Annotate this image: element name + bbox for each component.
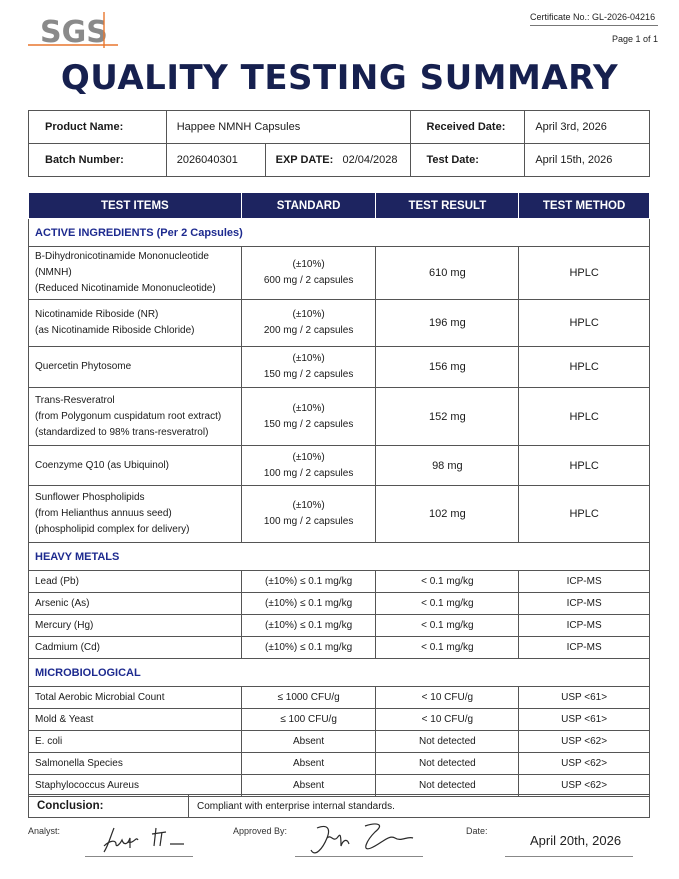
- test-method-cell: HPLC: [519, 486, 650, 543]
- test-result-cell: 98 mg: [376, 446, 519, 486]
- standard-cell: [241, 753, 376, 775]
- test-item-line: (from Helianthus annuus seed): [35, 508, 172, 519]
- exp-date-cell: [265, 144, 410, 177]
- test-item-cell: [29, 731, 242, 753]
- analyst-signature: [100, 822, 190, 858]
- page-indicator: Page 1 of 1: [611, 34, 658, 44]
- test-item-line: Mercury (Hg): [35, 619, 94, 631]
- approved-by-label: Approved By:: [233, 826, 288, 836]
- standard-line: (±10%) ≤ 0.1 mg/kg: [265, 597, 353, 609]
- test-result-cell: Not detected: [376, 753, 519, 775]
- batch-number-value: 2026040301: [166, 144, 265, 177]
- test-item-line: Salmonella Species: [35, 757, 123, 769]
- test-result-cell: < 0.1 mg/kg: [376, 593, 519, 615]
- test-method-cell: USP <62>: [519, 731, 650, 753]
- test-result-cell: 152 mg: [376, 388, 519, 446]
- test-method-cell: ICP-MS: [519, 593, 650, 615]
- standard-line: Absent: [293, 735, 325, 747]
- test-item-cell: [29, 593, 242, 615]
- test-item-line: Trans-Resveratrol: [35, 394, 115, 406]
- table-row: [29, 687, 650, 709]
- standard-cell: [241, 446, 376, 486]
- table-row: [29, 637, 650, 659]
- test-item-line: E. coli: [35, 735, 63, 747]
- test-item-line: (from Polygonum cuspidatum root extract): [35, 410, 222, 422]
- table-row: [29, 300, 650, 347]
- table-row: [29, 388, 650, 446]
- test-result-cell: 102 mg: [376, 486, 519, 543]
- standard-line: ≤ 1000 CFU/g: [277, 691, 340, 703]
- date-line: [505, 856, 633, 857]
- test-method-cell: HPLC: [519, 347, 650, 388]
- table-row: [29, 571, 650, 593]
- table-row: [29, 753, 650, 775]
- standard-line: (±10%): [292, 259, 325, 270]
- test-result-cell: 196 mg: [376, 300, 519, 347]
- certificate-number: Certificate No.: GL-2026-04216: [530, 12, 658, 26]
- test-item-line: (phospholipid complex for delivery): [35, 524, 190, 535]
- standard-cell: [241, 731, 376, 753]
- test-method-cell: HPLC: [519, 446, 650, 486]
- standard-line: 100 mg / 2 capsules: [263, 467, 354, 479]
- exp-date-value: 02/04/2028: [342, 154, 398, 166]
- test-item-cell: [29, 300, 242, 347]
- test-item-cell: [29, 486, 242, 543]
- standard-cell: [241, 709, 376, 731]
- test-item-line: Coenzyme Q10 (as Ubiquinol): [35, 459, 169, 471]
- test-item-line: Cadmium (Cd): [35, 641, 101, 653]
- signature-date-value: April 20th, 2026: [530, 833, 622, 848]
- test-item-line: Quercetin Phytosome: [35, 361, 132, 372]
- test-results-table: [28, 192, 650, 797]
- standard-cell: [241, 247, 376, 300]
- standard-line: 200 mg / 2 capsules: [263, 325, 354, 336]
- test-method-cell: HPLC: [519, 300, 650, 347]
- test-item-cell: [29, 709, 242, 731]
- table-row: [29, 731, 650, 753]
- test-item-cell: [29, 446, 242, 486]
- test-method-cell: HPLC: [519, 247, 650, 300]
- test-item-cell: [29, 637, 242, 659]
- standard-line: (±10%): [292, 353, 325, 364]
- product-name-value: Happee NMNH Capsules: [166, 111, 410, 144]
- analyst-label: Analyst:: [28, 826, 61, 836]
- standard-line: (±10%): [292, 309, 325, 320]
- certificate-block: [530, 12, 658, 44]
- test-item-line: Staphylococcus Aureus: [35, 779, 139, 791]
- standard-cell: [241, 486, 376, 543]
- test-item-line: Nicotinamide Riboside (NR): [35, 309, 159, 320]
- test-item-line: B-Dihydronicotinamide Mononucleotide (NMNH): [35, 251, 209, 278]
- section-header-row: [29, 543, 650, 571]
- results-body: [29, 219, 650, 797]
- standard-line: Absent: [293, 779, 325, 791]
- standard-cell: [241, 347, 376, 388]
- test-item-line: (Reduced Nicotinamide Mononucleotide): [35, 283, 216, 294]
- standard-cell: [241, 300, 376, 347]
- exp-date-label: EXP DATE:: [275, 154, 334, 166]
- conclusion-label: Conclusion:: [29, 795, 189, 818]
- test-item-line: Total Aerobic Microbial Count: [35, 691, 165, 703]
- test-method-cell: USP <62>: [519, 775, 650, 797]
- header-test-method: TEST METHOD: [519, 193, 650, 219]
- test-date-value: April 15th, 2026: [525, 144, 650, 177]
- test-item-cell: [29, 247, 242, 300]
- standard-line: (±10%) ≤ 0.1 mg/kg: [265, 641, 353, 653]
- section-title: ACTIVE INGREDIENTS (Per 2 Capsules): [29, 219, 650, 247]
- test-result-cell: < 0.1 mg/kg: [376, 615, 519, 637]
- section-header-row: [29, 219, 650, 247]
- test-result-cell: < 10 CFU/g: [376, 709, 519, 731]
- standard-line: 150 mg / 2 capsules: [263, 369, 354, 380]
- test-result-cell: 610 mg: [376, 247, 519, 300]
- date-label: Date:: [466, 826, 488, 836]
- section-header-row: [29, 659, 650, 687]
- approver-signature: [305, 818, 420, 860]
- table-row: [29, 709, 650, 731]
- section-title: HEAVY METALS: [29, 543, 650, 571]
- standard-line: 100 mg / 2 capsules: [263, 516, 354, 527]
- test-item-line: Lead (Pb): [35, 575, 79, 587]
- table-row: [29, 347, 650, 388]
- table-row: [29, 486, 650, 543]
- standard-line: (±10%) ≤ 0.1 mg/kg: [265, 575, 353, 587]
- standard-cell: [241, 593, 376, 615]
- test-method-cell: ICP-MS: [519, 637, 650, 659]
- product-name-label: Product Name:: [29, 111, 167, 144]
- product-info-table: [28, 110, 650, 177]
- test-method-cell: ICP-MS: [519, 571, 650, 593]
- page-title: QUALITY TESTING SUMMARY: [60, 58, 619, 98]
- standard-line: 150 mg / 2 capsules: [263, 418, 354, 430]
- test-date-label: Test Date:: [410, 144, 525, 177]
- standard-line: (±10%) ≤ 0.1 mg/kg: [265, 619, 353, 631]
- test-result-cell: Not detected: [376, 775, 519, 797]
- section-title: MICROBIOLOGICAL: [29, 659, 650, 687]
- received-date-label: Received Date:: [410, 111, 525, 144]
- standard-cell: [241, 571, 376, 593]
- test-item-cell: [29, 388, 242, 446]
- test-method-cell: HPLC: [519, 388, 650, 446]
- test-item-cell: [29, 753, 242, 775]
- standard-line: Absent: [293, 757, 325, 769]
- test-item-line: Sunflower Phospholipids: [35, 492, 145, 503]
- test-method-cell: USP <61>: [519, 687, 650, 709]
- test-method-cell: USP <62>: [519, 753, 650, 775]
- table-row: [29, 593, 650, 615]
- test-item-cell: [29, 347, 242, 388]
- table-row: [29, 615, 650, 637]
- test-result-cell: < 0.1 mg/kg: [376, 571, 519, 593]
- standard-cell: [241, 388, 376, 446]
- test-result-cell: < 0.1 mg/kg: [376, 637, 519, 659]
- test-item-line: Arsenic (As): [35, 597, 90, 609]
- received-date-value: April 3rd, 2026: [525, 111, 650, 144]
- test-item-cell: [29, 615, 242, 637]
- test-item-line: (as Nicotinamide Riboside Chloride): [35, 325, 195, 336]
- test-item-cell: [29, 571, 242, 593]
- header-test-result: TEST RESULT: [376, 193, 519, 219]
- standard-cell: [241, 637, 376, 659]
- test-item-line: Mold & Yeast: [35, 713, 94, 725]
- logo-text: SGS: [40, 15, 108, 48]
- conclusion-table: [28, 794, 650, 818]
- test-result-cell: Not detected: [376, 731, 519, 753]
- standard-cell: [241, 687, 376, 709]
- standard-line: ≤ 100 CFU/g: [280, 713, 337, 725]
- standard-line: (±10%): [292, 500, 325, 511]
- standard-line: (±10%): [292, 402, 325, 414]
- standard-cell: [241, 615, 376, 637]
- header-test-items: TEST ITEMS: [29, 193, 242, 219]
- test-result-cell: < 10 CFU/g: [376, 687, 519, 709]
- sgs-logo: [28, 12, 118, 48]
- table-row: [29, 446, 650, 486]
- test-method-cell: ICP-MS: [519, 615, 650, 637]
- table-row: [29, 247, 650, 300]
- test-item-line: (standardized to 98% trans-resveratrol): [35, 426, 209, 438]
- test-method-cell: USP <61>: [519, 709, 650, 731]
- standard-line: 600 mg / 2 capsules: [263, 275, 354, 286]
- test-item-cell: [29, 687, 242, 709]
- batch-number-label: Batch Number:: [29, 144, 167, 177]
- header-standard: STANDARD: [241, 193, 376, 219]
- test-result-cell: 156 mg: [376, 347, 519, 388]
- conclusion-text: Compliant with enterprise internal standards.: [189, 795, 650, 818]
- standard-line: (±10%): [292, 451, 325, 463]
